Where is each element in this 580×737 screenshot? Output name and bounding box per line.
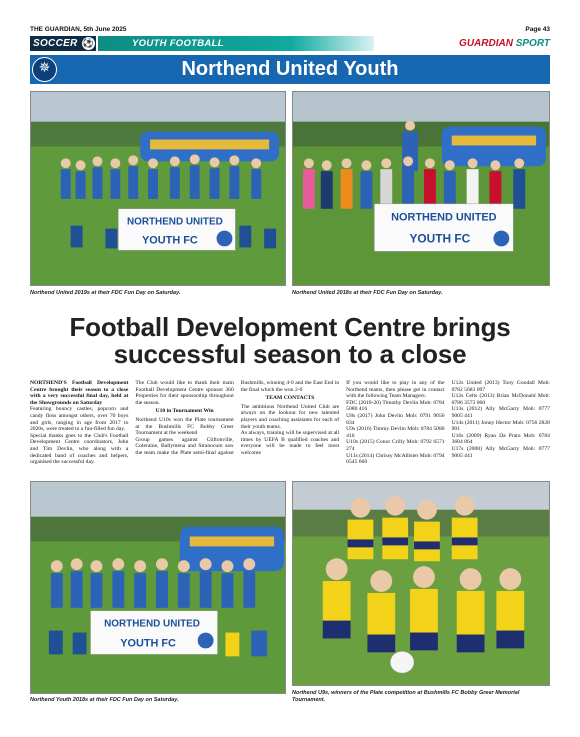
contact-line: U16s (2009) Ryan Da Prato Mob: 0784 3684 864 xyxy=(451,432,550,446)
contact-line: U9s (2016) Timmy Devlin Mob: 0784 5080 416 xyxy=(346,426,445,439)
photo-2019s-caption: Northend United 2019s at their FDC Fun Day on Saturday. xyxy=(30,290,181,296)
paper-date: THE GUARDIAN, 5th June 2025 xyxy=(30,26,127,33)
contact-line: U13s (2012) Ally McGarry Mob: 0777 9005 441 xyxy=(451,406,550,419)
article-paragraph: The Club would like to thank their main Football Development Centre sponsor 360 Properties for their sponsorship throughout the season. xyxy=(135,380,234,406)
section-bar xyxy=(30,36,550,51)
subheading-contacts: TEAM CONTACTS xyxy=(265,395,315,402)
photo-u9s-winners xyxy=(292,481,550,686)
brand-guardian: GUARDIAN xyxy=(459,38,513,49)
page-number: Page 43 xyxy=(525,26,550,33)
sign-line-1: NORTHEND UNITED xyxy=(104,618,200,630)
contact-line: U11s (2014) Chrissy McAllister Mob: 0794 0545 660 xyxy=(346,452,445,466)
banner-title: Northend United Youth xyxy=(181,58,399,80)
club-banner xyxy=(30,55,550,84)
contact-line: FDC (2018-20) Timothy Devlin Mob: 0784 5080 416 xyxy=(346,399,445,413)
article-paragraph: The ambitious Northend United Club are always on the lookout for new talented players and coaching assistants for each of their youth teams. xyxy=(240,403,340,430)
article-paragraph: Northend U10s won the Plate tournament at the Bushmills FC Bobby Greer Tournament at the weekend xyxy=(135,416,234,437)
article-paragraph: Group games against Cliftonville, Coleraine, Ballymena and Stranocum saw the team make the Plate semi-final against Bushmills, winning 4-0 and the East End in the final which the won 2-0 xyxy=(135,380,340,456)
contact-line: U17s (2008) Ally McGarry Mob: 0777 9005 441 xyxy=(451,445,550,459)
photo-youth-2018s xyxy=(30,481,286,694)
article-paragraph: As always, training will be supervised at all times by UEFA B qualified coaches and everyone will be made to feel most welcome xyxy=(240,430,340,456)
photo-2018s xyxy=(292,91,550,286)
contact-line: U12s United (2013) Tony Goodall Mob: 0782 5683 097 xyxy=(451,380,550,393)
photo-2019s xyxy=(30,91,286,286)
sign-line-1: NORTHEND UNITED xyxy=(127,216,223,228)
article-lead: NORTHEND'S Football Development Centre brought their season to a close with a very successful final day, held at the Showgrounds on Saturday xyxy=(30,380,129,406)
article-paragraph: Featuring bouncy castles, popcorn and candy floss amongst others, over 70 boys and girls, ranging in age from 2017 to 2020s, were treated to a fun-filled fun day. xyxy=(30,406,129,433)
sign-line-2: YOUTH FC xyxy=(409,231,471,246)
subsection-label: YOUTH FOOTBALL xyxy=(98,36,374,51)
article-headline: Football Development Centre brings successful season to a close xyxy=(69,312,511,369)
article-body xyxy=(30,380,550,476)
guardian-sport-logo xyxy=(459,37,550,50)
club-crest-icon: ✵ xyxy=(32,57,57,82)
article-paragraph: Special thanks goes to the Club's Football Development Centre coordinators, John and Tim Devlin, who along with a dedicated band of coaches and helpers, organised the successful day. xyxy=(30,432,129,466)
contact-line: U12s Celts (2013) Brian McDonald Mob: 0786 3573 060 xyxy=(451,393,550,406)
subheading-tournament: U10 in Tournament Win xyxy=(155,408,214,415)
contact-line: U10s (2015) Conor Crilly Mob: 0792 6571 274 xyxy=(346,439,445,452)
contact-line: U8s (2017) John Devlin Mob: 0791 9056 834 xyxy=(346,412,445,426)
sign-line-2: YOUTH FC xyxy=(120,637,176,650)
photo-youth-2018s-caption: Northend Youth 2018s at their FDC Fun Day on Saturday. xyxy=(30,697,179,703)
contact-line: U14s (2011) Jonny Hector Mob: 0756 2828 901 xyxy=(451,419,550,433)
photo-u9s-caption: Northend U9s, winners of the Plate competition at Bushmills FC Bobby Greer Memorial Tournament. xyxy=(292,690,520,703)
sign-line-1: NORTHEND UNITED xyxy=(391,211,497,224)
photo-2018s-caption: Northend United 2018s at their FDC Fun Day on Saturday. xyxy=(292,290,443,296)
football-icon: ⚽ xyxy=(82,38,95,48)
article-paragraph: If you would like to play in any of the Northend teams, then please get in contact with the following Team Managers: xyxy=(346,380,445,400)
masthead-line xyxy=(30,24,550,36)
brand-sport: SPORT xyxy=(515,38,550,49)
sign-line-2: YOUTH FC xyxy=(142,234,198,247)
section-label: SOCCER xyxy=(30,36,96,51)
